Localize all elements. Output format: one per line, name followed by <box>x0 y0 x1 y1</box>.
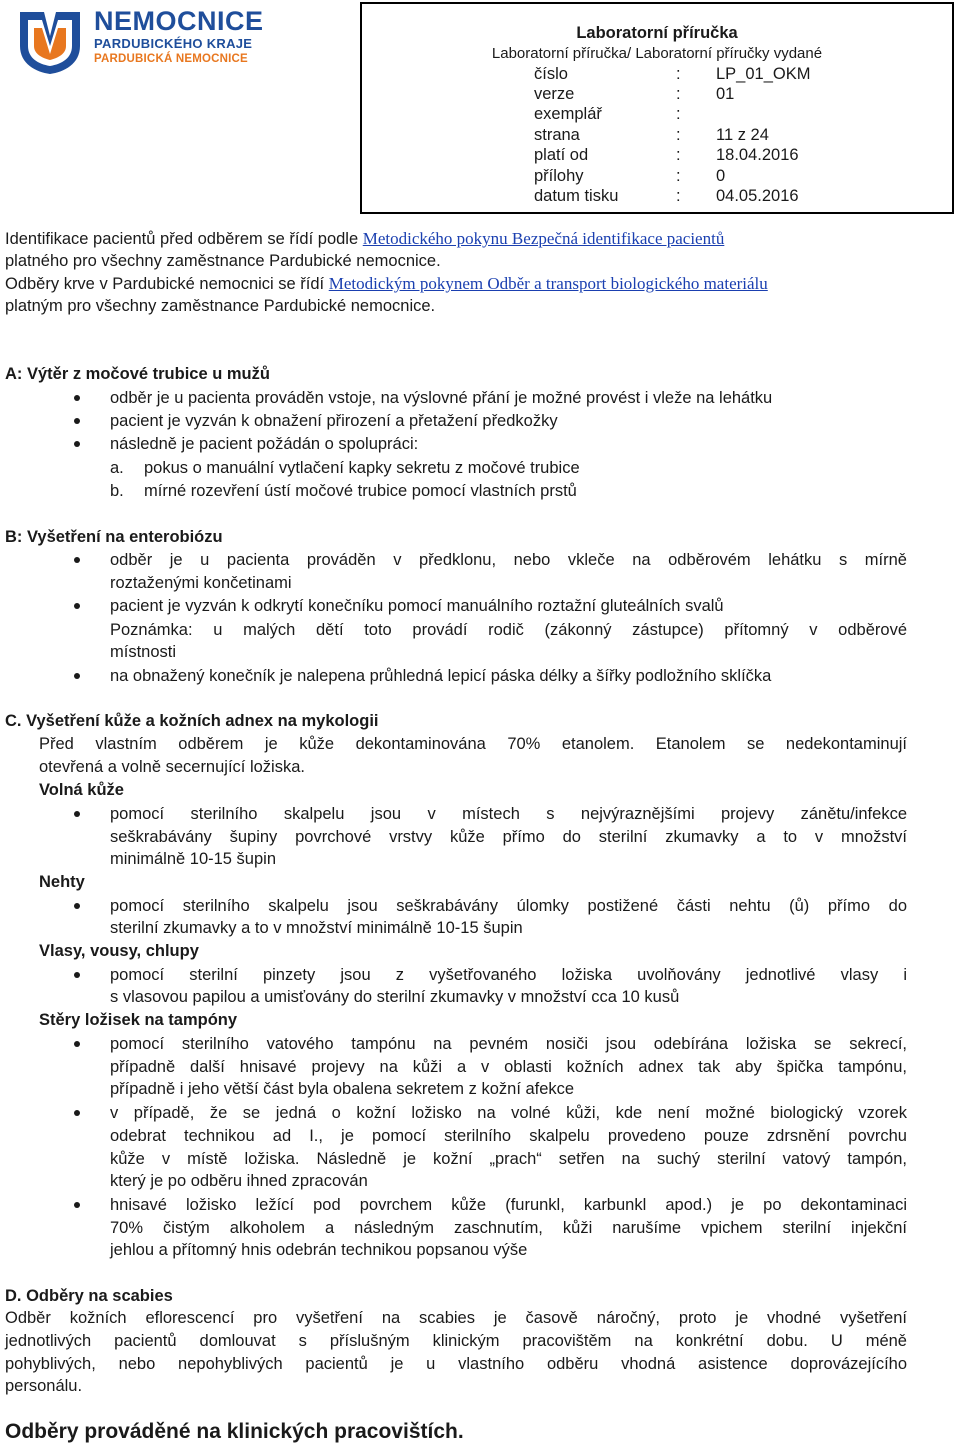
logo-tagline: PARDUBICKÁ NEMOCNICE <box>94 53 248 65</box>
list-item: v případě, že se jedná o kožní ložisko na volné kůži, kde není možné biologický vzorek <box>110 1104 907 1122</box>
note-text: místnosti <box>110 643 177 661</box>
info-row: verze : 01 <box>534 85 735 103</box>
list-item-continuation: případně i jeho větší část byla obalena sekretem z kožní afekce <box>110 1080 575 1098</box>
bullet-icon <box>74 418 80 424</box>
list-item: pomocí sterilního vatového tampónu na pevném nosiči jsou odebírána ložiska se sekrecí, <box>110 1035 907 1053</box>
section-c-heading: C. Vyšetření kůže a kožních adnex na mykologii <box>5 712 379 730</box>
bullet-icon <box>74 1110 80 1116</box>
paragraph: personálu. <box>5 1377 83 1395</box>
bullet-icon <box>74 1202 80 1208</box>
list-item-continuation: seškrabávány šupiny povrchové vrstvy kůže přímo do sterilní zkumavky a to v množství <box>110 828 907 846</box>
info-row: exemplář : <box>534 105 681 123</box>
bullet-icon <box>74 673 80 679</box>
section-d-heading: D. Odběry na scabies <box>5 1287 173 1305</box>
link-odber-transport[interactable]: Metodickým pokynem Odběr a transport biologického materiálu <box>328 274 768 293</box>
list-item-continuation: kůže v místě ložiska. Následně je kožní „prach“ setřen na suchý sterilní vatový tampón, <box>110 1150 907 1168</box>
paragraph: Před vlastním odběrem je kůže dekontaminována 70% etanolem. Etanolem se nedekontaminují <box>39 735 907 753</box>
list-item-continuation: odebrat technikou ad I., je pomocí sterilního skalpelu provedeno pouze zdrsnění povrchu <box>110 1127 907 1145</box>
info-row: platí od : 18.04.2016 <box>534 146 799 164</box>
list-item: odběr je u pacienta prováděn v předklonu, nebo vkleče na odběrovém lehátku s mírně <box>110 551 907 569</box>
list-item-continuation: s vlasovou papilou a umisťovány do sterilní zkumavky v množství cca 10 kusů <box>110 988 680 1006</box>
list-item: na obnažený konečník je nalepena průhledná lepicí páska délky a šířky podložního sklíčka <box>110 667 772 685</box>
document-info-box <box>360 2 954 214</box>
note-text: Poznámka: u malých dětí toto provádí rodič (zákonný zástupce) přítomný v odběrové <box>110 621 907 639</box>
list-item-continuation: sterilní zkumavky a to v množství minimálně 10-15 šupin <box>110 919 523 937</box>
intro-line: platného pro všechny zaměstnance Pardubické nemocnice. <box>5 252 441 270</box>
bullet-icon <box>74 811 80 817</box>
link-identifikace[interactable]: Metodického pokynu Bezpečná identifikace pacientů <box>362 229 725 248</box>
bullet-icon <box>74 1041 80 1047</box>
intro-line: Identifikace pacientů před odběrem se řídí podle Metodického pokynu Bezpečná identifikace pacientů <box>5 229 725 248</box>
paragraph: jednotlivých pacientů domlouvat s příslušným klinickým pracovištěm na konkrétní dobu. U méně <box>5 1332 907 1350</box>
list-item: odběr je u pacienta prováděn vstoje, na výslovné přání je možné provést i vleže na lehátku <box>110 389 773 407</box>
list-item: následně je pacient požádán o spolupráci: <box>110 435 419 453</box>
info-row: přílohy : 0 <box>534 167 726 185</box>
bullet-icon <box>74 972 80 978</box>
intro-line: Odběry krve v Pardubické nemocnici se řídí Metodickým pokynem Odběr a transport biologického materiálu <box>5 274 768 293</box>
footer-heading: Odběry prováděné na klinických pracovištích. <box>5 1420 464 1443</box>
list-item: hnisavé ložisko ležící pod povrchem kůže (furunkl, karbunkl apod.) je po dekontaminaci <box>110 1196 907 1214</box>
bullet-icon <box>74 395 80 401</box>
section-b-heading: B: Vyšetření na enterobiózu <box>5 528 223 546</box>
bullet-icon <box>74 441 80 447</box>
logo-emblem-icon <box>14 6 86 76</box>
subheading-stery: Stěry ložisek na tampóny <box>39 1011 238 1029</box>
list-item-continuation: jehlou a přítomný hnis odebrán technikou popsanou výše <box>110 1241 528 1259</box>
sub-list-item: b. mírné rozevření ústí močové trubice pomocí vlastních prstů <box>110 482 577 500</box>
info-title: Laboratorní příručka <box>576 24 738 42</box>
list-item: pomocí sterilního skalpelu jsou v místech s nejvýraznějšími projevy zánětu/infekce <box>110 805 907 823</box>
list-item: pomocí sterilní pinzety jsou z vyšetřovaného ložiska uvolňovány jednotlivé vlasy i <box>110 966 907 984</box>
subheading-volna-kuze: Volná kůže <box>39 781 124 799</box>
subheading-nehty: Nehty <box>39 873 85 891</box>
paragraph: otevřená a volně secernující ložiska. <box>39 758 305 776</box>
info-row: číslo : LP_01_OKM <box>534 65 811 83</box>
subheading-vlasy: Vlasy, vousy, chlupy <box>39 942 199 960</box>
logo-title: NEMOCNICE <box>94 6 264 36</box>
list-item: pomocí sterilního skalpelu jsou seškrabávány úlomky postižené části nehtu (ů) přímo do <box>110 897 907 915</box>
info-subtitle: Laboratorní příručka/ Laboratorní příručky vydané <box>491 45 823 62</box>
list-item-continuation: případně další hnisavé projevy na kůži a v oblasti kožních adnex tak aby špička tampónu, <box>110 1058 907 1076</box>
paragraph: Odběr kožních eflorescencí pro vyšetření na scabies je časově náročný, proto je vhodné vyšetření <box>5 1309 907 1327</box>
list-item: pacient je vyzván k odkrytí konečníku pomocí manuálního roztažní gluteálních svalů <box>110 597 724 615</box>
sub-list-item: a. pokus o manuální vytlačení kapky sekretu z močové trubice <box>110 459 580 477</box>
section-a-heading: A: Výtěr z močové trubice u mužů <box>5 365 270 383</box>
info-row: strana : 11 z 24 <box>534 126 769 144</box>
list-item-continuation: minimálně 10-15 šupin <box>110 850 277 868</box>
bullet-icon <box>74 557 80 563</box>
list-item: pacient je vyzván k obnažení přirození a přetažení předkožky <box>110 412 558 430</box>
list-item-continuation: 70% čistým alkoholem a následným zaschnutím, kůži narušíme vpichem sterilní injekční <box>110 1219 907 1237</box>
bullet-icon <box>74 603 80 609</box>
bullet-icon <box>74 903 80 909</box>
paragraph: pohyblivých, nebo nepohyblivých pacientů je u vlastního odběru vhodná asistence doprovázejícího <box>5 1355 907 1373</box>
info-row: datum tisku : 04.05.2016 <box>534 187 799 205</box>
intro-line: platným pro všechny zaměstnance Pardubické nemocnice. <box>5 297 436 315</box>
list-item-continuation: roztaženými končetinami <box>110 574 292 592</box>
hospital-logo <box>14 6 284 80</box>
logo-subtitle: PARDUBICKÉHO KRAJE <box>94 36 253 51</box>
list-item-continuation: který je po odběru ihned zpracován <box>110 1172 368 1190</box>
